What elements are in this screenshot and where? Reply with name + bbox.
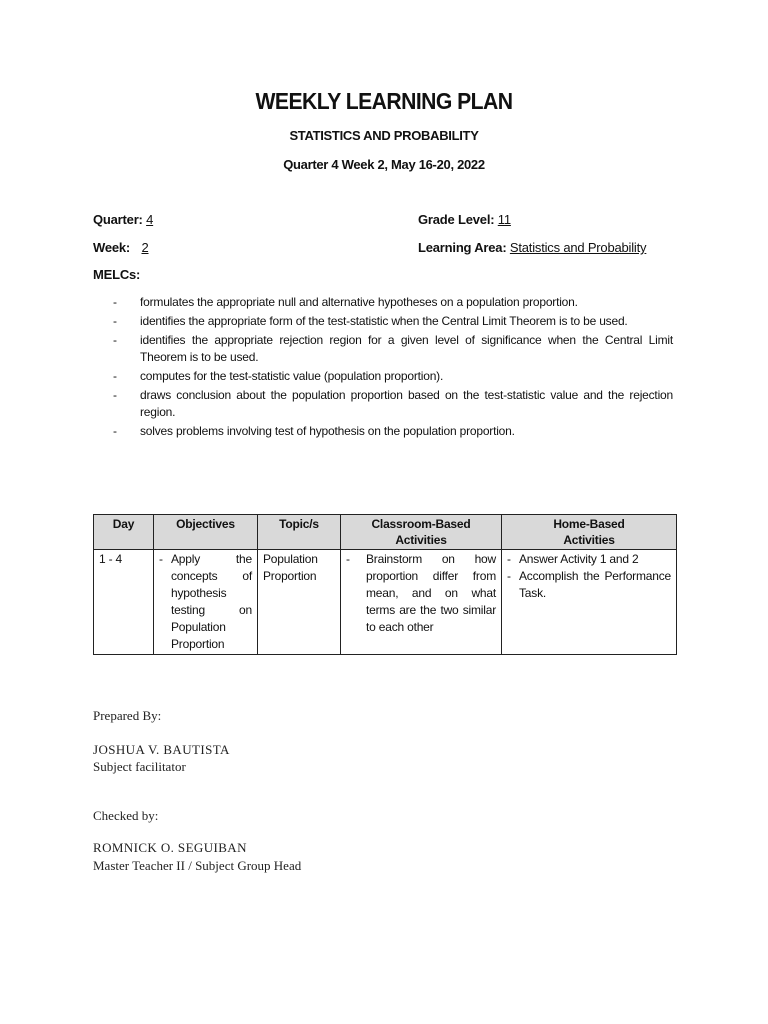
melc-item: - identifies the appropriate form of the test-statistic when the Central Limit Theorem is to be used. — [113, 314, 628, 328]
quarter-label: Quarter: — [93, 212, 143, 227]
page-title: WEEKLY LEARNING PLAN — [255, 88, 513, 114]
header-home-activities: Home-Based Activities — [502, 515, 677, 550]
header-day: Day — [94, 515, 154, 550]
header-classroom-activities: Classroom-Based Activities — [341, 515, 502, 550]
grade-level-label: Grade Level: — [418, 212, 495, 227]
header-objectives: Objectives — [154, 515, 258, 550]
plan-table — [93, 514, 677, 655]
melc-text: computes for the test-statistic value (population proportion). — [140, 369, 444, 383]
checked-by-role: Master Teacher II / Subject Group Head — [93, 858, 302, 873]
prepared-by-role: Subject facilitator — [93, 759, 186, 774]
table-header-row — [94, 515, 677, 550]
objective-item: - Apply the concepts of hypothesis testing on Population Proportion — [159, 552, 252, 651]
melc-item: - draws conclusion about the population proportion based on the test-statistic value and the rejection region. — [113, 388, 673, 419]
grade-level-field — [418, 212, 511, 227]
home-activity-text: Answer Activity 1 and 2 — [519, 552, 639, 566]
cell-home-activities — [502, 550, 677, 655]
melcs-list — [113, 294, 673, 442]
header-topics: Topic/s — [258, 515, 341, 550]
cell-objectives — [154, 550, 258, 655]
home-activity-item: - Accomplish the Performance Task. — [507, 569, 671, 600]
melc-text: identifies the appropriate form of the test-statistic when the Central Limit Theorem is to be used. — [140, 314, 628, 328]
table-row — [94, 550, 677, 655]
quarter-value: 4 — [146, 212, 154, 227]
home-activity-item: - Answer Activity 1 and 2 — [507, 552, 639, 566]
melc-item: - solves problems involving test of hypothesis on the population proportion. — [113, 424, 515, 438]
melc-item: - identifies the appropriate rejection region for a given level of significance when the Central Limit Theorem is to be used. — [113, 333, 673, 364]
melc-text: formulates the appropriate null and alternative hypotheses on a population proportion. — [140, 295, 578, 309]
classroom-activity-text: Brainstorm on how proportion differ from mean, and on what terms are the two similar to each other — [366, 552, 496, 634]
melcs-heading — [93, 267, 140, 282]
subject-subtitle: STATISTICS AND PROBABILITY — [289, 128, 479, 143]
quarter-field — [93, 212, 153, 227]
week-value: 2 — [141, 240, 149, 255]
checked-by-name: ROMNICK O. SEGUIBAN — [93, 840, 247, 855]
melc-text: identifies the appropriate rejection region for a given level of significance when the Central Limit Theorem is to be used. — [140, 333, 673, 364]
prepared-by-name: JOSHUA V. BAUTISTA — [93, 742, 230, 757]
classroom-activity-item: - Brainstorm on how proportion differ from mean, and on what terms are the two similar to each other — [346, 552, 496, 634]
melc-text: draws conclusion about the population proportion based on the test-statistic value and the rejection region. — [140, 388, 673, 419]
week-label: Week: — [93, 240, 131, 255]
objective-text: Apply the concepts of hypothesis testing on Population Proportion — [171, 552, 252, 651]
learning-area-value: Statistics and Probability — [509, 240, 647, 255]
cell-classroom-activities — [341, 550, 502, 655]
checked-by-label: Checked by: — [93, 808, 159, 823]
melc-text: solves problems involving test of hypothesis on the population proportion. — [140, 424, 515, 438]
learning-area-label: Learning Area: — [418, 240, 507, 255]
melc-item: - formulates the appropriate null and alternative hypotheses on a population proportion. — [113, 295, 578, 309]
grade-level-value: 11 — [497, 212, 511, 227]
learning-area-field — [418, 240, 646, 255]
home-activity-text: Accomplish the Performance Task. — [519, 569, 671, 600]
melcs-label: MELCs: — [93, 267, 141, 282]
cell-topic: Population Proportion — [258, 550, 341, 655]
period-subtitle: Quarter 4 Week 2, May 16-20, 2022 — [283, 157, 485, 172]
cell-day: 1 - 4 — [94, 550, 154, 655]
melc-item: - computes for the test-statistic value (population proportion). — [113, 369, 444, 383]
week-field — [93, 240, 149, 255]
prepared-by-label: Prepared By: — [93, 708, 162, 723]
